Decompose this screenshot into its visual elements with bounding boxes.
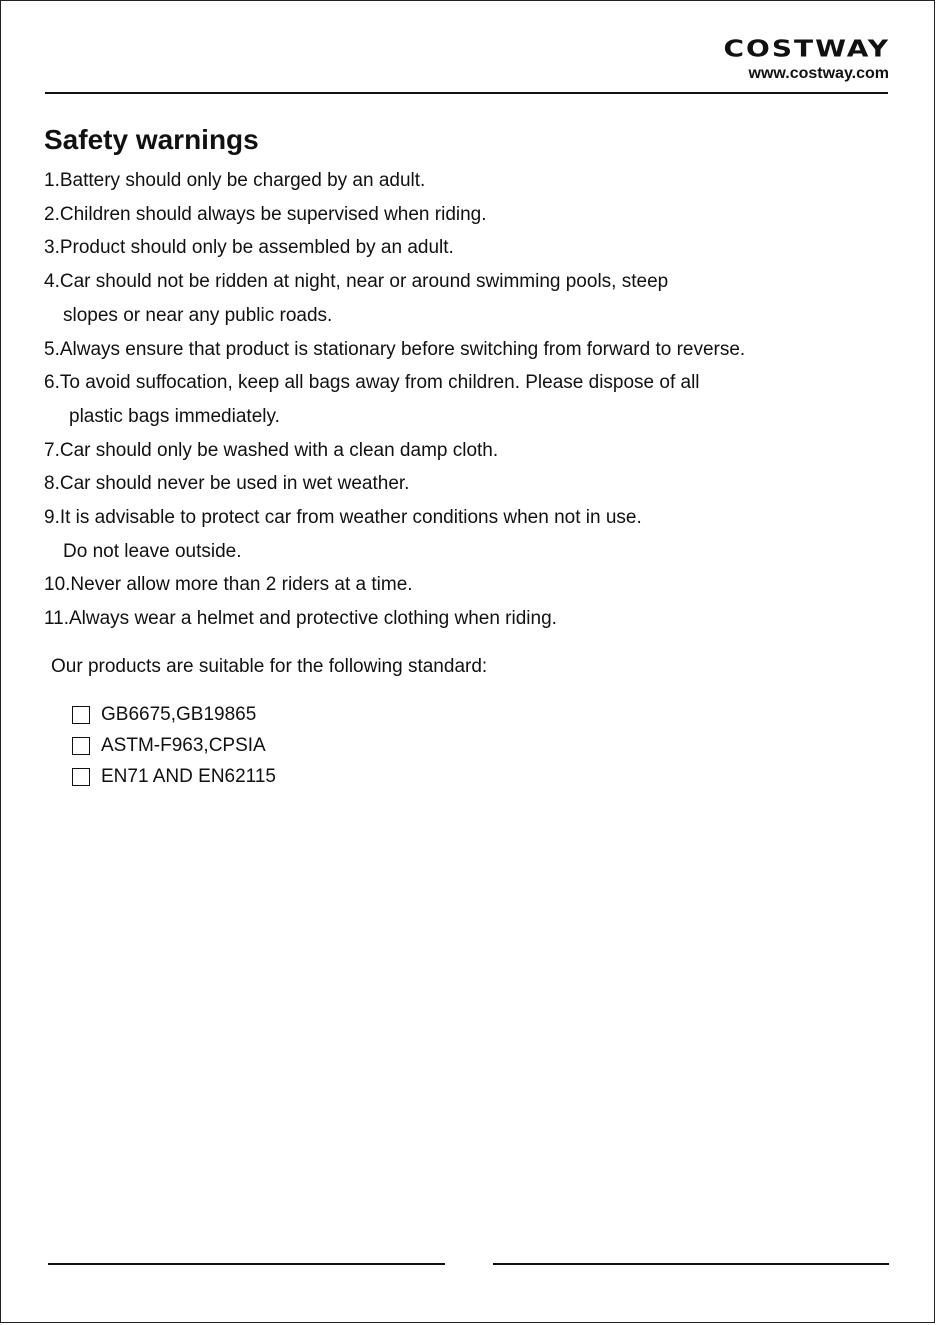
warning-continuation: Do not leave outside. <box>63 540 242 562</box>
warning-text: 4.Car should not be ridden at night, near or around swimming pools, steep <box>44 271 669 293</box>
website-url: www.costway.com <box>748 65 889 82</box>
warning-text: 8.Car should never be used in wet weather. <box>44 473 410 495</box>
warning-item <box>44 434 745 468</box>
standard-label: GB6675,GB19865 <box>101 703 257 725</box>
header-divider <box>45 92 888 94</box>
standards-checklist <box>72 699 276 792</box>
section-title: Safety warnings <box>44 124 259 155</box>
warning-item <box>44 265 745 332</box>
standard-label: EN71 AND EN62115 <box>101 765 276 787</box>
warning-text: 9.It is advisable to protect car from weather conditions when not in use. <box>44 507 642 529</box>
warning-text: 2.Children should always be supervised when riding. <box>44 203 487 225</box>
checkbox-icon[interactable] <box>72 768 90 786</box>
warning-item <box>44 164 745 198</box>
standards-intro: Our products are suitable for the following standard: <box>51 656 488 677</box>
warning-text: 3.Product should only be assembled by an adult. <box>44 237 454 259</box>
checkbox-icon[interactable] <box>72 706 90 724</box>
warning-text: 6.To avoid suffocation, keep all bags away from children. Please dispose of all <box>44 372 700 394</box>
checkbox-icon[interactable] <box>72 737 90 755</box>
warning-item <box>44 602 745 636</box>
warning-item <box>44 568 745 602</box>
warning-item <box>44 501 745 568</box>
warning-text: 7.Car should only be washed with a clean damp cloth. <box>44 439 499 461</box>
warning-item <box>44 366 745 433</box>
standard-label: ASTM-F963,CPSIA <box>101 734 266 756</box>
costway-logo: COSTWAY <box>723 35 890 63</box>
warning-item <box>44 198 745 232</box>
warning-text: 1.Battery should only be charged by an adult. <box>44 170 426 191</box>
safety-warnings-list <box>44 164 745 636</box>
warning-continuation: slopes or near any public roads. <box>63 304 333 326</box>
warning-text: 5.Always ensure that product is stationary before switching from forward to reverse. <box>44 338 746 360</box>
footer-divider-right <box>493 1263 889 1265</box>
footer-divider-left <box>48 1263 445 1265</box>
warning-item <box>44 231 745 265</box>
standard-option[interactable] <box>72 699 276 730</box>
warning-text: 10.Never allow more than 2 riders at a time. <box>44 574 413 596</box>
warning-text: 11.Always wear a helmet and protective clothing when riding. <box>44 608 557 630</box>
standard-option[interactable] <box>72 730 276 761</box>
warning-item <box>44 467 745 501</box>
standard-option[interactable] <box>72 761 276 792</box>
warning-continuation: plastic bags immediately. <box>69 405 280 427</box>
warning-item <box>44 333 745 367</box>
